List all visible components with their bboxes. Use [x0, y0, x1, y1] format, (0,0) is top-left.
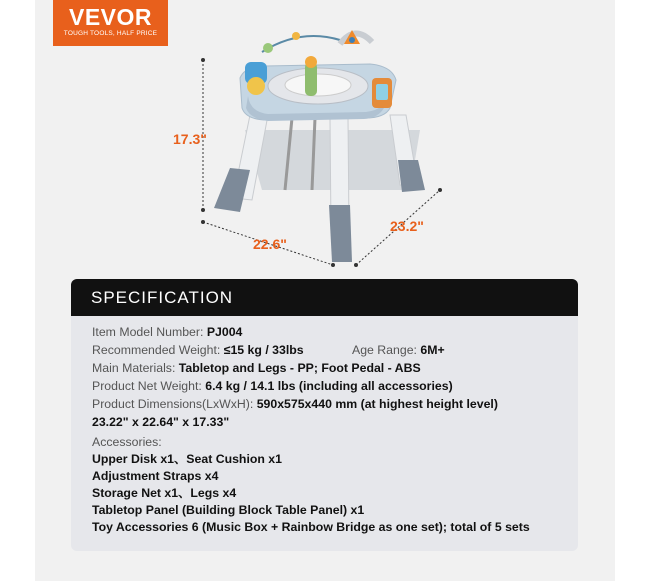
accessory-item: Storage Net x1、Legs x4	[92, 486, 237, 500]
activity-table-image	[0, 0, 650, 280]
specification-title: SPECIFICATION	[71, 279, 578, 316]
dimensions-value: 590x575x440 mm (at highest height level)	[256, 397, 498, 411]
dimensions-inch-row	[92, 413, 578, 431]
dimensions-label: Product Dimensions(LxWxH):	[92, 397, 254, 411]
accessory-item: Toy Accessories 6 (Music Box + Rainbow Bridge as one set); total of 5 sets	[92, 520, 530, 534]
width-dimension-label: 22.6"	[253, 236, 287, 252]
age-label: Age Range:	[352, 343, 417, 357]
materials-label: Main Materials:	[92, 361, 176, 375]
logo-brand: VEVOR	[68, 4, 153, 30]
height-dimension-label: 17.3"	[173, 131, 207, 147]
dimensions-inch-value: 23.22" x 22.64" x 17.33"	[92, 415, 230, 429]
age-range	[352, 341, 445, 359]
age-value: 6M+	[420, 343, 445, 357]
accessory-item: Adjustment Straps x4	[92, 469, 219, 483]
weight-row	[92, 341, 578, 359]
specification-body	[71, 316, 578, 536]
dimensions-row	[92, 395, 578, 413]
materials-row	[92, 359, 578, 377]
net-weight-label: Product Net Weight:	[92, 379, 202, 393]
weight-value: ≤15 kg / 33lbs	[223, 343, 304, 357]
logo-tagline: TOUGH TOOLS, HALF PRICE	[63, 30, 158, 37]
model-value: PJ004	[206, 325, 243, 339]
weight-label: Recommended Weight:	[92, 343, 221, 357]
materials-value: Tabletop and Legs - PP; Foot Pedal - ABS	[178, 361, 421, 375]
specification-card	[71, 279, 578, 551]
accessories-label: Accessories:	[92, 435, 162, 449]
net-weight-value: 6.4 kg / 14.1 lbs (including all accessories)	[205, 379, 453, 393]
model-label: Item Model Number:	[92, 325, 204, 339]
depth-dimension-label: 23.2"	[390, 218, 424, 234]
model-row	[92, 323, 578, 341]
accessory-item: Tabletop Panel (Building Block Table Panel) x1	[92, 503, 365, 517]
net-weight-row	[92, 377, 578, 395]
accessory-item: Upper Disk x1、Seat Cushion x1	[92, 452, 282, 466]
